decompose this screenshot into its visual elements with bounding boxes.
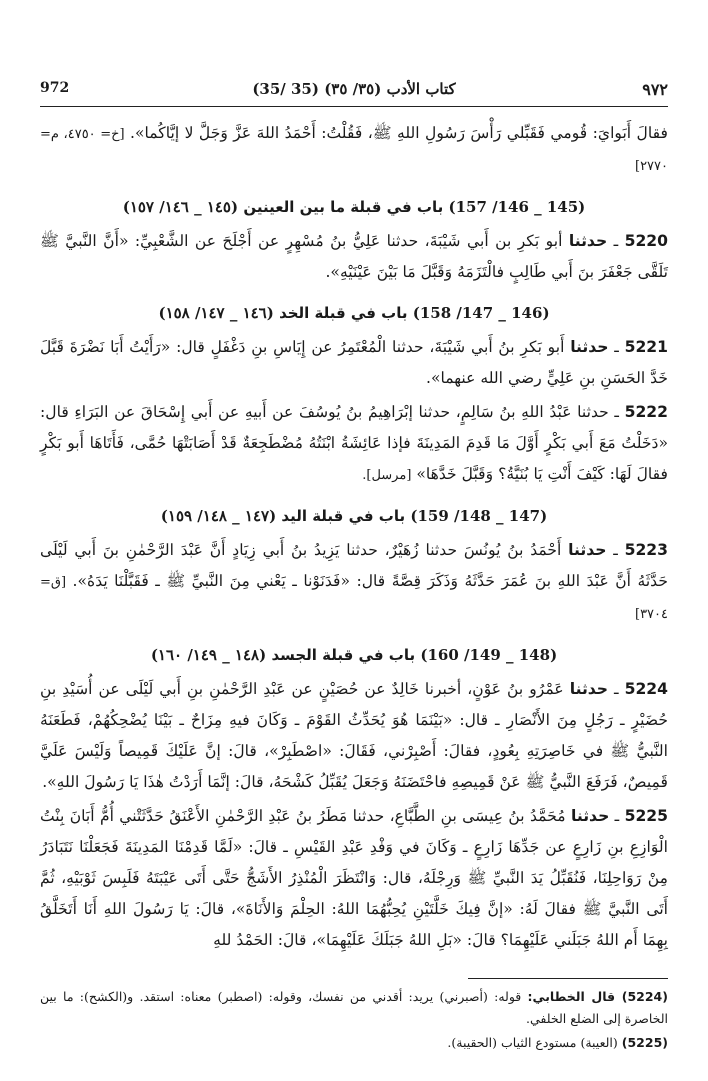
chapter-heading	[40, 194, 668, 220]
footnote	[40, 1032, 668, 1054]
footnote-text: قوله: (أصبرني) يريد: أقدني من نفسك، وقوله: (اصطبر) معناه: استقد. و(الكشح): ما بين الخاصرة إلى الضلع الخلفي.	[40, 989, 668, 1026]
hadith-paragraph: 5223 ـ حدثنا أَحْمَدُ بنُ يُونُسَ حدثنا زُهَيْرٌ، حدثنا يَزِيدُ بنُ أَبي زِيَادٍ أَنَّ عَبْدَ الرَّحْمٰنِ بنَ أَبي لَيْلَى حَدَّثَهُ أَنَّ عَبْدَ اللهِ بنَ عُمَرَ حَدَّثَهُ وَذَكَرَ قِصَّةً قال: «فَدَنَوْنا ـ يَعْني مِنَ النَّبيِّ ﷺ ـ فَقَبَّلْنَا يَدَهُ». [ق= ٣٧٠٤]	[40, 541, 669, 622]
hadith-lead: حدثنا	[570, 807, 610, 825]
chapter-title: باب في قبلة اليد	[281, 507, 406, 525]
hadith-number: 5223	[624, 541, 669, 559]
header-rule	[40, 106, 668, 107]
chapter-heading	[40, 300, 668, 326]
page-number-arabic: ٩٧٢	[642, 80, 668, 99]
hadith-lead: حدثنا	[570, 338, 609, 356]
running-header	[40, 80, 668, 102]
hadith-number: 5224	[624, 680, 668, 698]
footnote	[40, 986, 668, 1030]
chapter-title: باب في قبلة الجسد	[271, 646, 416, 664]
hadith-text: حدثنا عَبْدُ اللهِ بنُ سَالِمٍ، حدثنا إبْرَاهِيمُ بنُ يُوسُفَ عن أَبيهِ عن أَبي إِسْحَاقَ عن البَرَاءِ قال: «دَخَلْتُ مَعَ أَبي بَكْرٍ أَوَّلَ مَا قَدِمَ المَدِينَةَ فإذا عَائِشَةُ ابْنَتُهُ مُضْطَجِعَةٌ قَدْ أَصَابَتْهَا حُمَّى، فَأَتَاهَا أَبو بَكْرٍ فقالَ لَهَا: كَيْفَ أَنْتِ يَا بُنَيَّةُ؟ وَقَبَّلَ خَدَّهَا»	[40, 403, 668, 483]
chapter-number-arabic: (١٤٨ _ ١٤٩/ ١٦٠)	[150, 646, 267, 664]
hadith-lead: حدثنا	[568, 541, 607, 559]
hadith-paragraph: 5222 ـ حدثنا عَبْدُ اللهِ بنُ سَالِمٍ، حدثنا إبْرَاهِيمُ بنُ يُوسُفَ عن أَبيهِ عن أَبي إِسْحَاقَ عن البَرَاءِ قال: «دَخَلْتُ مَعَ أَبي بَكْرٍ أَوَّلَ مَا قَدِمَ المَدِينَةَ فإذا عَائِشَةُ ابْنَتُهُ مُضْطَجِعَةٌ قَدْ أَصَابَتْهَا حُمَّى، فَأَتَاهَا أَبو بَكْرٍ فقالَ لَهَا: كَيْفَ أَنْتِ يَا بُنَيَّةُ؟ وَقَبَّلَ خَدَّهَا» [مرسل].	[40, 403, 669, 483]
hadith-text: أَحْمَدُ بنُ يُونُسَ حدثنا زُهَيْرٌ، حدثنا يَزِيدُ بنُ أَبي زِيَادٍ أَنَّ عَبْدَ الرَّحْمٰنِ بنَ أَبي لَيْلَى حَدَّثَهُ أَنَّ عَبْدَ اللهِ بنَ عُمَرَ حَدَّثَهُ وَذَكَرَ قِصَّةً قال: «فَدَنَوْنا ـ يَعْني مِنَ النَّبيِّ ﷺ ـ فَقَبَّلْنَا يَدَهُ».	[40, 541, 668, 590]
chapter-number-arabic: (١٤٦ _ ١٤٧/ ١٥٨)	[158, 304, 274, 322]
chapter-heading	[40, 642, 668, 668]
hadith-text: عَمْرُو بنُ عَوْنٍ، أخبرنا خَالِدٌ عن حُصَيْنٍ عن عَبْدِ الرَّحْمٰنِ بنِ أَبي لَيْلَى عن أُسَيْدِ بنِ حُضَيْرٍ ـ رَجُلٍ مِنَ الأَنْصَارِ ـ قال: «بَيْنَمَا هُوَ يُحَدِّثُ القَوْمَ ـ وَكَانَ فيهِ مِزَاحٌ ـ بَيْنَا يُضْحِكُهُمْ، فَطَعَنَهُ النَّبيُّ ﷺ في خَاصِرَتِهِ بِعُودٍ، فقالَ: أَصْبِرْني، فَقَالَ: «اصْطَبِرْ»، قالَ: إنَّ عَلَيْكَ قَمِيصاً وَلَيْسَ عَلَيَّ قَمِيصٌ، فَرَفَعَ النَّبيُّ ﷺ عَنْ قَمِيصِهِ فاحْتَضَنَهُ وَجَعَلَ يُقَبِّلُ كَشْحَهُ، قالَ: إنَّمَا أَرَدْتُ هٰذَا يَا رَسُولَ اللهِ».	[40, 680, 668, 791]
hadith-lead: حدثنا	[569, 680, 609, 698]
footnote-rule	[468, 978, 668, 979]
hadith-text: مُحَمَّدُ بنُ عِيسَى بنِ الطَّبَّاعِ، حدثنا مَطَرُ بنُ عَبْدِ الرَّحْمٰنِ الأَعْنَقُ حَدَّثَتْني أُمُّ أَبَانَ بِنْتُ الْوَازِعِ بنِ زَارِعٍ عن جَدِّهَا زَارِعٍ ـ وَكَانَ في وَفْدِ عَبْدِ القَيْسِ ـ قالَ: «لَمَّا قَدِمْنَا المَدِينَةَ فَجَعَلْنَا نَتَبَادَرُ مِنْ رَوَاحِلِنَا، فَنُقَبِّلُ يَدَ النَّبيِّ ﷺ وَرِجْلَهُ، قال: وَانْتَظَرَ الْمُنْذِرُ الأَشَجُّ حَتَّى أَتَى عَيْبَتَهُ فَلَبِسَ ثَوْبَيْهِ، ثُمَّ أَتَى النَّبيَّ ﷺ فقالَ لَهُ: «إنَّ فِيكَ خَلَّتَيْنِ يُحِبُّهُمَا اللهُ: الحِلْمَ وَالأَنَاةَ»، قالَ: يَا رَسُولَ اللهِ أَنَا أَتَخَلَّقُ بِهِمَا أَم اللهُ جَبَلَني عَلَيْهِمَا؟ قالَ: «بَلِ اللهُ جَبَلَكَ عَلَيْهِمَا»، قالَ: الحَمْدُ للهِ	[40, 807, 668, 949]
intro-paragraph	[40, 118, 668, 182]
hadith-text: أبو بَكرِ بن أَبي شَيْبَةَ، حدثنا عَلِيُّ بنُ مُسْهِرٍ عن أَجْلَحَ عن الشَّعْبِيِّ: «أَنَّ النَّبيَّ ﷺ تَلَقَّى جَعْفَرَ بنَ أَبي طَالِبٍ فالْتَزَمَهُ وَقَبَّلَ مَا بَيْنَ عَيْنَيْهِ».	[40, 232, 668, 281]
intro-reference: [خ= ٤٧٥٠، م= ٢٧٧٠]	[40, 127, 668, 174]
footnote-text: (العيبة) مستودع الثياب (الحقيبة).	[447, 1035, 618, 1050]
main-text	[40, 118, 668, 959]
hadith-reference: [مرسل].	[362, 468, 412, 483]
chapter-number-arabic: (١٤٧ _ ١٤٨/ ١٥٩)	[160, 507, 277, 525]
hadith-number: 5221	[624, 338, 668, 356]
hadith-paragraph: 5224 ـ حدثنا عَمْرُو بنُ عَوْنٍ، أخبرنا خَالِدٌ عن حُصَيْنٍ عن عَبْدِ الرَّحْمٰنِ بنِ أَبي لَيْلَى عن أُسَيْدِ بنِ حُضَيْرٍ ـ رَجُلٍ مِنَ الأَنْصَارِ ـ قال: «بَيْنَمَا هُوَ يُحَدِّثُ القَوْمَ ـ وَكَانَ فيهِ مِزَاحٌ ـ بَيْنَا يُضْحِكُهُمْ، فَطَعَنَهُ النَّبيُّ ﷺ في خَاصِرَتِهِ بِعُودٍ، فقالَ: أَصْبِرْني، فَقَالَ: «اصْطَبِرْ»، قالَ: إنَّ عَلَيْكَ قَمِيصاً وَلَيْسَ عَلَيَّ قَمِيصٌ، فَرَفَعَ النَّبيُّ ﷺ عَنْ قَمِيصِهِ فاحْتَضَنَهُ وَجَعَلَ يُقَبِّلُ كَشْحَهُ، قالَ: إنَّمَا أَرَدْتُ هٰذَا يَا رَسُولَ اللهِ».	[40, 680, 668, 791]
hadith-text: أَبو بَكرِ بنُ أَبي شَيْبَةَ، حدثنا الْمُعْتَمِرُ عن إِيَاسِ بنِ دَغْفَلٍ قال: «رَأَيْتُ أَبَا نَضْرَةَ قَبَّلَ خَدَّ الحَسَنِ بنِ عَلِيٍّ رضي الله عنهما».	[40, 338, 668, 387]
hadith-number: 5225	[624, 807, 668, 825]
hadith-lead: حدثنا	[568, 232, 608, 250]
running-title: (35/ 35) كتاب الأدب (٣٥/ ٣٥)	[252, 80, 456, 98]
hadith-number: 5220	[624, 232, 669, 250]
intro-text: فقالَ أَبَوايَ: قُومي فَقَبِّلي رَأْسَ رَسُولِ اللهِ ﷺ، فَقُلْتُ: أَحْمَدُ اللهَ عَزَّ وَجَلَّ لا إيَّاكُما».	[130, 124, 668, 142]
chapter-number-arabic: (١٤٥ _ ١٤٦/ ١٥٧)	[122, 198, 239, 216]
chapter-number: (146 _ 147/ 158)	[412, 304, 550, 322]
chapter-heading	[40, 503, 668, 529]
footnotes	[40, 986, 668, 1056]
chapter-number: (148 _ 149/ 160)	[420, 646, 558, 664]
chapter-title: باب في قبلة الخد	[279, 304, 408, 322]
hadith-reference: [ق= ٣٧٠٤]	[40, 575, 668, 622]
hadith-paragraph: 5225 ـ حدثنا مُحَمَّدُ بنُ عِيسَى بنِ الطَّبَّاعِ، حدثنا مَطَرُ بنُ عَبْدِ الرَّحْمٰنِ الأَعْنَقُ حَدَّثَتْني أُمُّ أَبَانَ بِنْتُ الْوَازِعِ بنِ زَارِعٍ عن جَدِّهَا زَارِعٍ ـ وَكَانَ في وَفْدِ عَبْدِ القَيْسِ ـ قالَ: «لَمَّا قَدِمْنَا المَدِينَةَ فَجَعَلْنَا نَتَبَادَرُ مِنْ رَوَاحِلِنَا، فَنُقَبِّلُ يَدَ النَّبيِّ ﷺ وَرِجْلَهُ، قال: وَانْتَظَرَ الْمُنْذِرُ الأَشَجُّ حَتَّى أَتَى عَيْبَتَهُ فَلَبِسَ ثَوْبَيْهِ، ثُمَّ أَتَى النَّبيَّ ﷺ فقالَ لَهُ: «إنَّ فِيكَ خَلَّتَيْنِ يُحِبُّهُمَا اللهُ: الحِلْمَ وَالأَنَاةَ»، قالَ: يَا رَسُولَ اللهِ أَنَا أَتَخَلَّقُ بِهِمَا أَم اللهُ جَبَلَني عَلَيْهِمَا؟ قالَ: «بَلِ اللهُ جَبَلَكَ عَلَيْهِمَا»، قالَ: الحَمْدُ للهِ	[40, 807, 668, 949]
footnote-key: (5225)	[621, 1035, 668, 1050]
chapter-number: (145 _ 146/ 157)	[448, 198, 586, 216]
chapter-number: (147 _ 148/ 159)	[410, 507, 548, 525]
footnote-key: (5224) قال الخطابي:	[527, 989, 668, 1004]
hadith-paragraph: 5221 ـ حدثنا أَبو بَكرِ بنُ أَبي شَيْبَةَ، حدثنا الْمُعْتَمِرُ عن إِيَاسِ بنِ دَغْفَلٍ قال: «رَأَيْتُ أَبَا نَضْرَةَ قَبَّلَ خَدَّ الحَسَنِ بنِ عَلِيٍّ رضي الله عنهما».	[40, 338, 668, 387]
hadith-number: 5222	[624, 403, 669, 421]
page-number-latin: 972	[40, 80, 70, 96]
hadith-paragraph: 5220 ـ حدثنا أبو بَكرِ بن أَبي شَيْبَةَ، حدثنا عَلِيُّ بنُ مُسْهِرٍ عن أَجْلَحَ عن الشَّعْبِيِّ: «أَنَّ النَّبيَّ ﷺ تَلَقَّى جَعْفَرَ بنَ أَبي طَالِبٍ فالْتَزَمَهُ وَقَبَّلَ مَا بَيْنَ عَيْنَيْهِ».	[40, 232, 669, 281]
chapter-title: باب في قبلة ما بين العينين	[243, 198, 444, 216]
